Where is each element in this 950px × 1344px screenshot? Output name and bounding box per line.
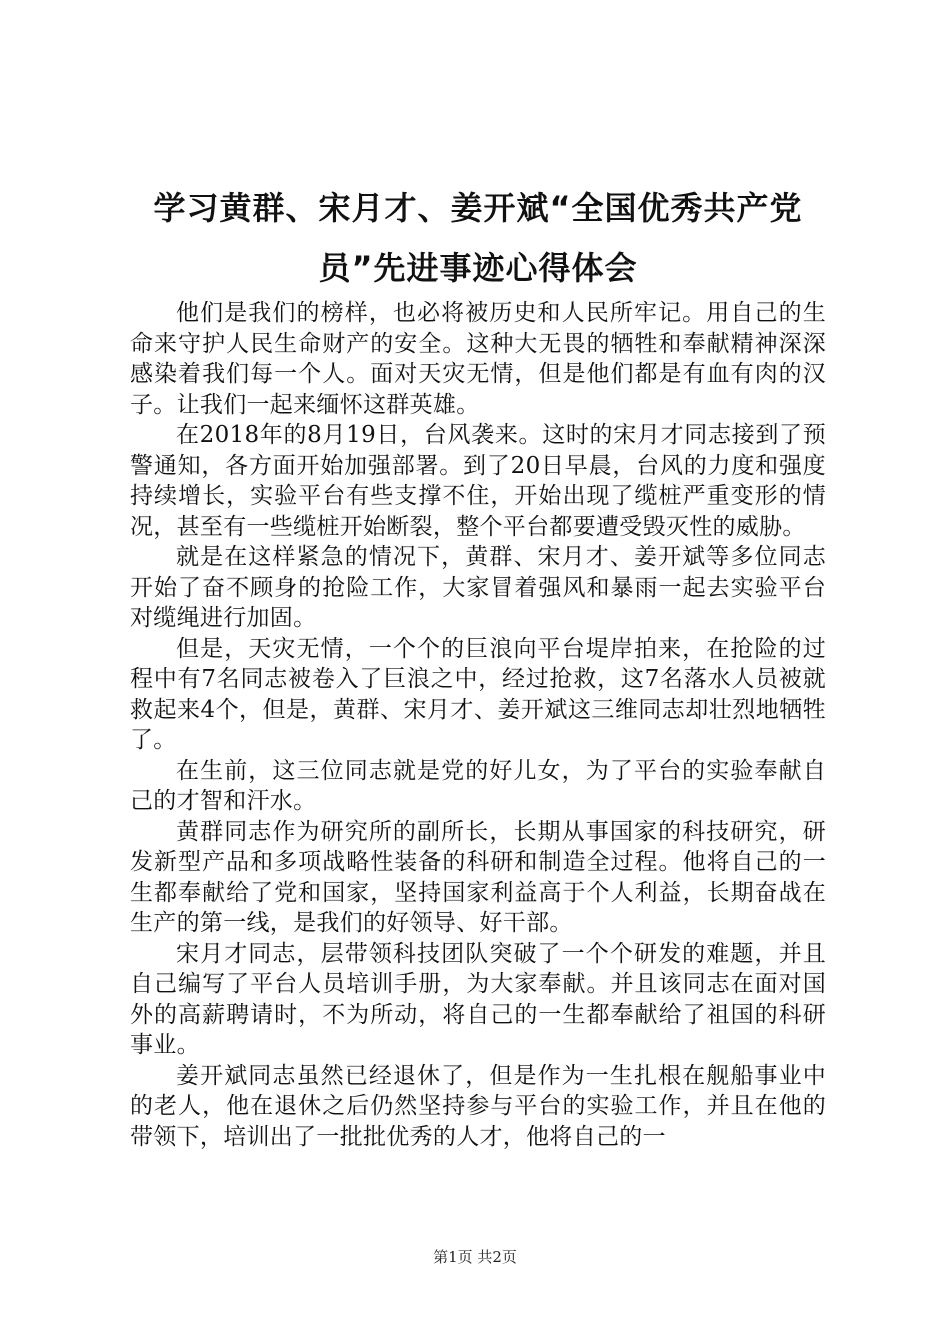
paragraph-8: 姜开斌同志虽然已经退休了，但是作为一生扎根在舰船事业中的老人，他在退休之后仍然坚持参与平台的实验工作，并且在他的带领下，培训出了一批批优秀的人才，他将自己的一 bbox=[130, 1062, 826, 1150]
title-line-1: 学习黄群、宋月才、姜开斌“全国优秀共产党 bbox=[153, 189, 803, 227]
paragraph-5: 在生前，这三位同志就是党的好儿女，为了平台的实验奉献自己的才智和汗水。 bbox=[130, 757, 826, 814]
title-line-2: 员”先进事迹心得体会 bbox=[318, 249, 638, 287]
paragraph-2: 在2018年的8月19日，台风袭来。这时的宋月才同志接到了预警通知，各方面开始加强部署。到了20日早晨，台风的力度和强度持续增长，实验平台有些支撑不住，开始出现了缆桩严重变形的情况，甚至有一些缆桩开始断裂，整个平台都要遭受毁灭性的威胁。 bbox=[130, 422, 826, 540]
document-title bbox=[128, 178, 828, 298]
page-footer: 第1页 共2页 bbox=[433, 1248, 517, 1266]
paragraph-3: 就是在这样紧急的情况下，黄群、宋月才、姜开斌等多位同志开始了奋不顾身的抢险工作，大家冒着强风和暴雨一起去实验平台对缆绳进行加固。 bbox=[130, 544, 826, 631]
document-body bbox=[130, 298, 826, 1152]
paragraph-6: 黄群同志作为研究所的副所长，长期从事国家的科技研究，研发新型产品和多项战略性装备的科研和制造全过程。他将自己的一生都奉献给了党和国家，坚持国家利益高于个人利益，长期奋战在生产的第一线，是我们的好领导、好干部。 bbox=[130, 818, 826, 936]
paragraph-1: 他们是我们的榜样，也必将被历史和人民所牢记。用自己的生命来守护人民生命财产的安全。这种大无畏的牺牲和奉献精神深深感染着我们每一个人。面对天灾无情，但是他们都是有血有肉的汉子。让我们一起来缅怀这群英雄。 bbox=[130, 300, 826, 418]
paragraph-7: 宋月才同志，层带领科技团队突破了一个个研发的难题，并且自己编写了平台人员培训手册，为大家奉献。并且该同志在面对国外的高薪聘请时，不为所动，将自己的一生都奉献给了祖国的科研事业。 bbox=[130, 940, 826, 1058]
paragraph-4: 但是，天灾无情，一个个的巨浪向平台堤岸拍来，在抢险的过程中有7名同志被卷入了巨浪之中，经过抢救，这7名落水人员被就救起来4个，但是，黄群、宋月才、姜开斌这三维同志却壮烈地牺牲了。 bbox=[130, 635, 826, 753]
